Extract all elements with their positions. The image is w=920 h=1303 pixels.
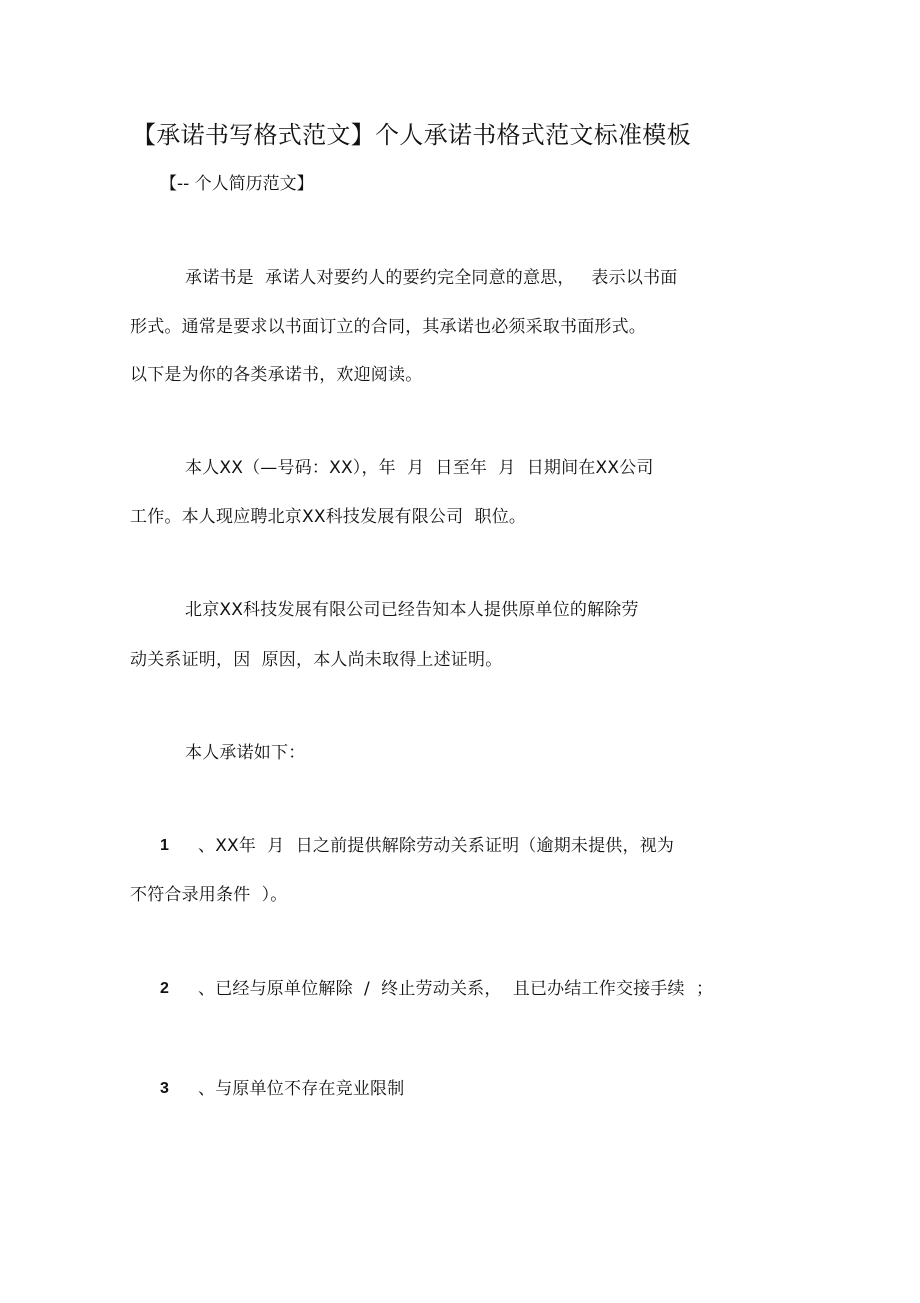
para2-line-2: 动关系证明，因 原因，本人尚未取得上述证明。 <box>130 650 503 670</box>
para1-line-2: 工作。本人现应聘北京XX科技发展有限公司 职位。 <box>130 507 527 527</box>
item-1-line-2: 不符合录用条件 ）。 <box>130 885 288 905</box>
item-3-number: 3 <box>160 1080 169 1097</box>
para1-line-1: 本人XX（—号码：XX），年 月 日至年 月 日期间在XX公司 <box>185 458 654 478</box>
item-1-line-1: 、XX年 月 日之前提供解除劳动关系证明（逾期未提供，视为 <box>198 836 675 856</box>
para2-line-1: 北京XX科技发展有限公司已经告知本人提供原单位的解除劳 <box>185 600 639 620</box>
document-subtitle: 【-- 个人简历范文】 <box>160 174 314 194</box>
item-2-number: 2 <box>160 980 169 997</box>
document-title: 【承诺书写格式范文】个人承诺书格式范文标准模板 <box>132 121 691 149</box>
intro-line-3: 以下是为你的各类承诺书，欢迎阅读。 <box>130 365 423 385</box>
item-3-line-1: 、与原单位不存在竞业限制 <box>198 1079 405 1099</box>
item-1-number: 1 <box>160 837 169 854</box>
para3-line-1: 本人承诺如下： <box>185 743 306 763</box>
item-2-line-1: 、已经与原单位解除 / 终止劳动关系， 且已办结工作交接手续 ； <box>198 979 714 999</box>
intro-line-1: 承诺书是 承诺人对要约人的要约完全同意的意思， 表示以书面 <box>185 268 678 288</box>
intro-line-2: 形式。通常是要求以书面订立的合同，其承诺也必须采取书面形式。 <box>130 317 646 337</box>
